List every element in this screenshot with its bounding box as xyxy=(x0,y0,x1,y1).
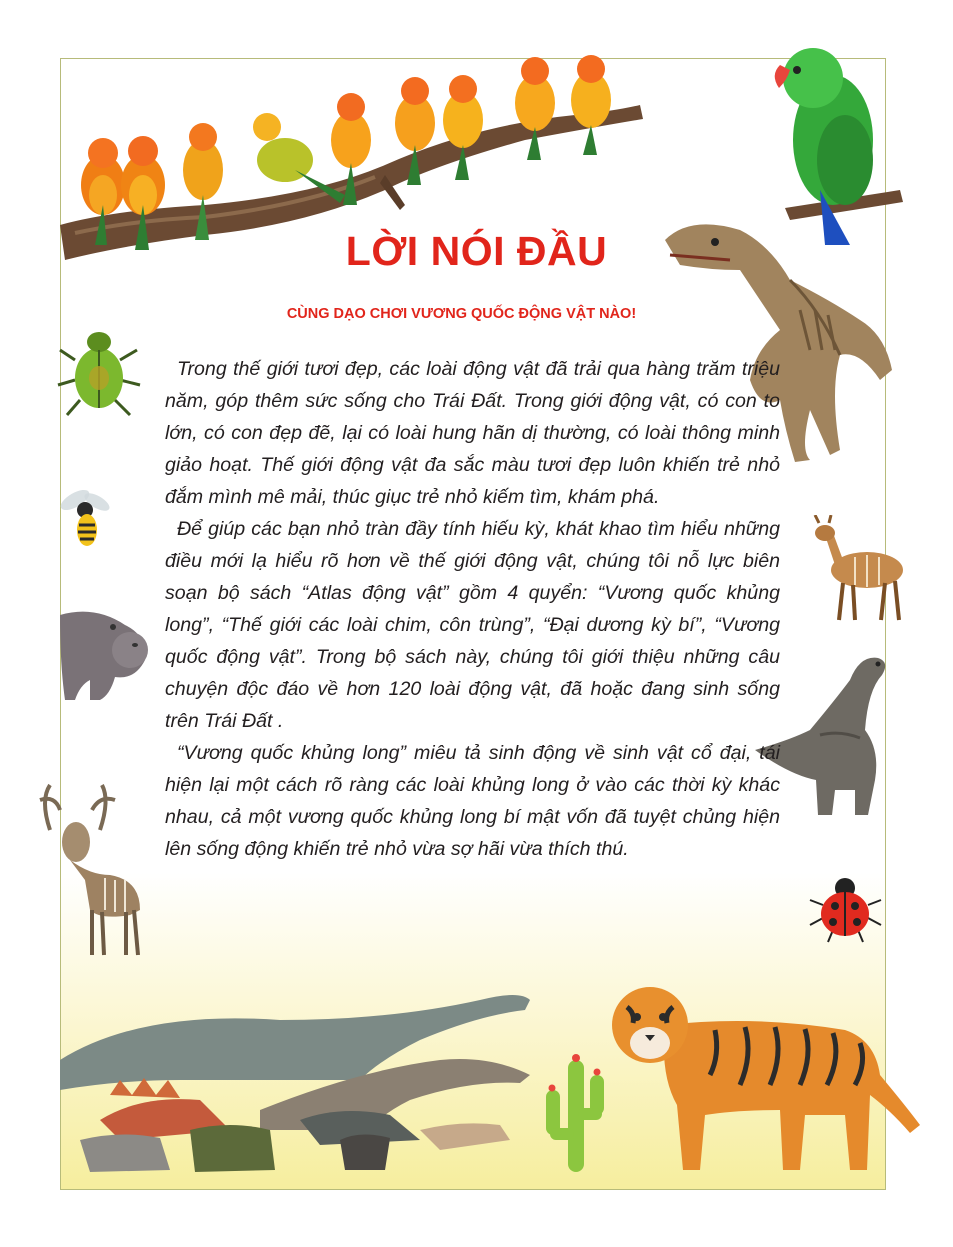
page-title: LỜI NÓI ĐẦU xyxy=(345,228,608,274)
paragraph-3: “Vương quốc khủng long” miêu tả sinh động về sinh vật cổ đại, tái hiện lại một cách rõ ràng các loài khủng long ở vào các thời kỳ khác nhau, cả một vương quốc khủng long bí mật vốn đã tuyệt chủng hiện lên sống động khiến trẻ nhỏ vừa sợ hãi vừa thích thú. xyxy=(165,742,780,860)
wasp-illustration xyxy=(55,480,115,550)
beetle-illustration xyxy=(55,320,145,420)
paragraph-1: Trong thế giới tươi đẹp, các loài động vật đã trải qua hàng trăm triệu năm, góp thêm sức sống cho Trái Đất. Trong giới động vật, có con to lớn, có con đẹp đẽ, lại có loài hung hãn dị thường, có loài thông minh giảo hoạt. Thế giới động vật đa sắc màu tươi đẹp luôn khiến trẻ nhỏ đắm mình mê mải, thúc giục trẻ nhỏ kiếm tìm, khám phá. xyxy=(165,358,780,508)
dinosaur-herd-illustration xyxy=(60,980,540,1180)
cactus-illustration xyxy=(540,1050,610,1175)
paragraph-2: Để giúp các bạn nhỏ tràn đầy tính hiếu kỳ, khát khao tìm hiểu những điều mới lạ hiểu rõ hơn về thế giới động vật, chúng tôi nỗ lực biên soạn bộ sách “Atlas động vật” gồm 4 quyển: “Vương quốc khủng long”, “Thế giới các loài chim, côn trùng”, “Đại dương kỳ bí”, “Vương quốc động vật”. Trong bộ sách này, chúng tôi giới thiệu những câu chuyện độc đáo về hơn 120 loài động vật, đã hoặc đang sinh sống trên Trái Đất . xyxy=(165,518,780,732)
page-subtitle: CÙNG DẠO CHƠI VƯƠNG QUỐC ĐỘNG VẬT NÀO! xyxy=(286,306,637,322)
tiger-illustration xyxy=(605,985,925,1175)
preface-body xyxy=(165,353,780,865)
deer-illustration xyxy=(805,515,915,625)
kudu-illustration xyxy=(30,780,150,960)
hippo-illustration xyxy=(55,605,150,725)
ladybug-illustration xyxy=(808,870,883,945)
